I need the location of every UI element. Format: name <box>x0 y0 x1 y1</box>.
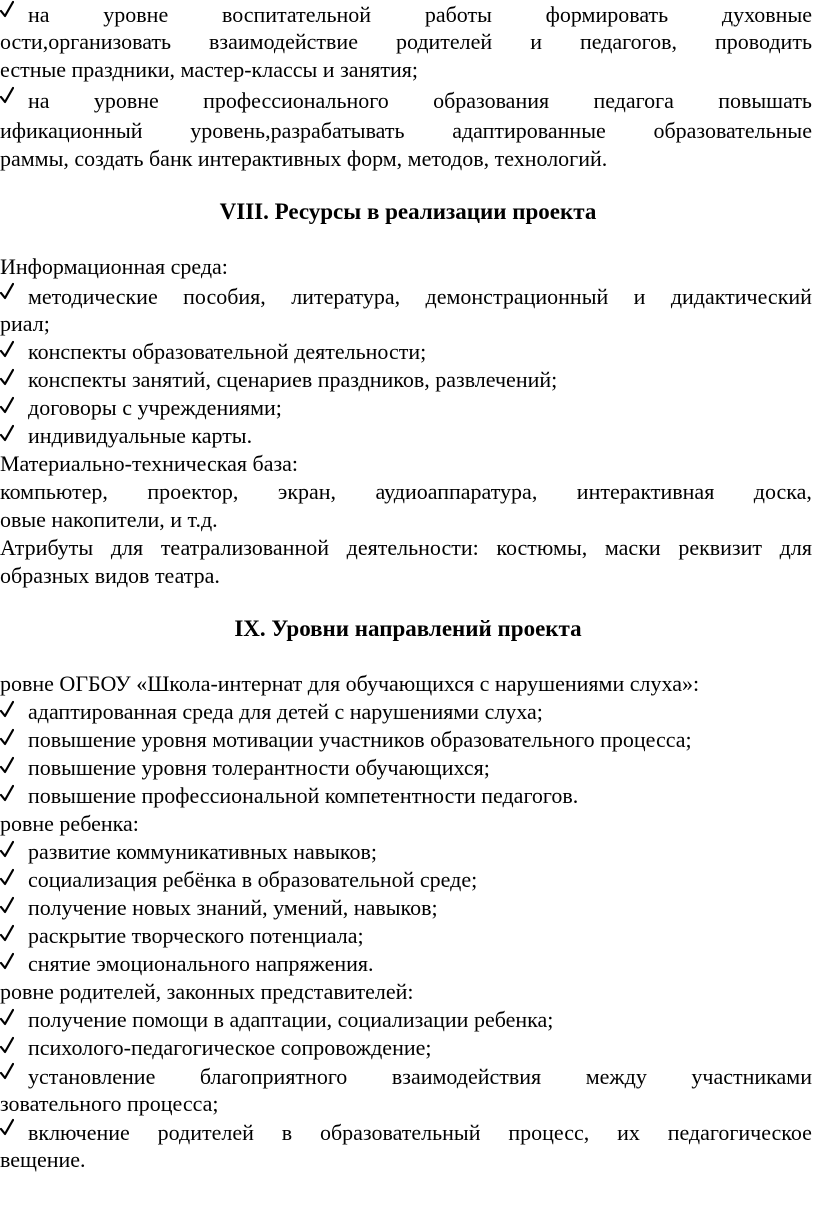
word: проводить <box>714 29 812 54</box>
checkmark-icon <box>0 868 14 890</box>
check-word-group <box>0 0 50 29</box>
word: для <box>779 535 812 560</box>
checkmark-icon <box>0 396 14 418</box>
word: проектор, <box>147 479 239 504</box>
word: родителей <box>395 29 493 54</box>
word: на <box>28 2 50 27</box>
word: доска, <box>753 479 812 504</box>
checklist-line <box>0 366 816 394</box>
word: взаимодействия <box>391 1064 542 1089</box>
checklist-line <box>0 950 816 978</box>
word: образования <box>433 88 550 113</box>
word: уровне <box>93 88 159 113</box>
checklist-line <box>0 726 816 754</box>
word: ости,организовать <box>0 29 172 54</box>
checkmark-icon <box>0 1036 14 1058</box>
word: Атрибуты <box>0 535 94 560</box>
word: реквизит <box>678 535 763 560</box>
line-text: повышение уровня мотивации участников образовательного процесса; <box>28 727 692 752</box>
checklist-line <box>0 1118 816 1146</box>
checklist-line <box>0 754 816 782</box>
word: воспитательной <box>221 2 372 27</box>
text-line <box>0 450 816 478</box>
checkmark-icon <box>0 728 14 750</box>
checkmark-icon <box>0 1118 14 1140</box>
text-line <box>0 145 816 173</box>
checkmark-icon <box>0 368 14 390</box>
checklist-line <box>0 698 816 726</box>
checkmark-icon <box>0 700 14 722</box>
text-line <box>0 670 816 698</box>
text-line <box>0 1090 816 1118</box>
checklist-line <box>0 282 816 310</box>
checklist-line <box>0 86 816 114</box>
checklist-line <box>0 782 816 810</box>
section-heading: IX. Уровни направлений проекта <box>234 616 582 641</box>
line-text: риал; <box>0 311 50 336</box>
text-line <box>0 28 816 56</box>
line-text: вещение. <box>0 1147 86 1172</box>
word: уровень,разрабатывать <box>190 118 405 143</box>
line-text: ровне ребенка: <box>0 811 139 836</box>
word: театрализованной <box>160 535 329 560</box>
text-line <box>0 56 816 84</box>
word: процесс, <box>508 1120 590 1145</box>
word: установление <box>28 1064 156 1089</box>
line-text: раммы, создать банк интерактивных форм, методов, технологий. <box>0 146 608 171</box>
line-text: получение помощи в адаптации, социализации ребенка; <box>28 1007 554 1032</box>
word: для <box>110 535 144 560</box>
line-text: адаптированная среда для детей с нарушениями слуха; <box>28 699 543 724</box>
checklist-line <box>0 422 816 450</box>
word: дидактический <box>670 284 812 309</box>
word: взаимодействие <box>209 29 358 54</box>
check-word-group <box>0 1062 155 1091</box>
checkmark-icon <box>0 424 14 446</box>
line-text: договоры с учреждениями; <box>28 395 282 420</box>
checkmark-icon <box>0 896 14 918</box>
word: между <box>585 1064 647 1089</box>
word: интерактивная <box>576 479 715 504</box>
line-text: Материально-техническая база: <box>0 451 299 476</box>
word: на <box>28 88 50 113</box>
text-line <box>0 506 816 534</box>
checkmark-icon <box>0 0 14 22</box>
checkmark-icon <box>0 340 14 362</box>
line-text: конспекты образовательной деятельности; <box>28 339 427 364</box>
word: экран, <box>277 479 337 504</box>
line-text: раскрытие творческого потенциала; <box>28 923 364 948</box>
line-text: индивидуальные карты. <box>28 423 253 448</box>
line-text: развитие коммуникативных навыков; <box>28 839 377 864</box>
line-text: психолого-педагогическое сопровождение; <box>28 1035 432 1060</box>
word: благоприятного <box>199 1064 348 1089</box>
word: в <box>281 1120 293 1145</box>
word: профессионального <box>203 88 389 113</box>
word: духовные <box>721 2 812 27</box>
checkmark-icon <box>0 924 14 946</box>
checklist-line <box>0 922 816 950</box>
text-line <box>0 478 816 506</box>
word: образовательный <box>319 1120 481 1145</box>
checklist-line <box>0 866 816 894</box>
text-line <box>0 810 816 838</box>
word: педагога <box>593 88 674 113</box>
word: педагогов, <box>579 29 677 54</box>
line-text: ровне родителей, законных представителей: <box>0 979 414 1004</box>
line-text: овые накопители, и т.д. <box>0 507 218 532</box>
line-text: конспекты занятий, сценариев праздников, развлечений; <box>28 367 558 392</box>
checkmark-icon <box>0 840 14 862</box>
checkmark-icon <box>0 952 14 974</box>
word: костюмы, <box>496 535 588 560</box>
text-line <box>0 562 816 590</box>
text-line <box>0 253 816 281</box>
line-text: повышение уровня толерантности обучающихся; <box>28 755 490 780</box>
line-text: социализация ребёнка в образовательной среде; <box>28 867 478 892</box>
line-text: снятие эмоционального напряжения. <box>28 951 374 976</box>
line-text: повышение профессиональной компетентности педагогов. <box>28 783 579 808</box>
word: родителей <box>157 1120 254 1145</box>
checklist-line <box>0 338 816 366</box>
word: маски <box>604 535 661 560</box>
word: уровне <box>103 2 169 27</box>
word: пособия, <box>183 284 266 309</box>
checkmark-icon <box>0 86 14 108</box>
word: образовательные <box>653 118 812 143</box>
line-text: получение новых знаний, умений, навыков; <box>28 895 438 920</box>
checklist-line <box>0 894 816 922</box>
word: литература, <box>291 284 401 309</box>
check-word-group <box>0 1118 130 1147</box>
checkmark-icon <box>0 282 14 304</box>
checklist-line <box>0 1034 816 1062</box>
word: включение <box>28 1120 130 1145</box>
text-line <box>0 117 816 145</box>
line-text: Информационная среда: <box>0 254 228 279</box>
word: повышать <box>718 88 812 113</box>
checklist-line <box>0 0 816 28</box>
text-line <box>0 1146 816 1174</box>
word: и <box>633 284 646 309</box>
word: ификационный <box>0 118 143 143</box>
word: педагогическое <box>667 1120 812 1145</box>
word: демонстрационный <box>425 284 609 309</box>
word: адаптированные <box>452 118 606 143</box>
checklist-line <box>0 394 816 422</box>
checkmark-icon <box>0 756 14 778</box>
line-text: естные праздники, мастер-классы и занятия; <box>0 57 419 82</box>
word: формировать <box>545 2 669 27</box>
checklist-line <box>0 838 816 866</box>
word: аудиоаппаратура, <box>375 479 538 504</box>
section-heading: VIII. Ресурсы в реализации проекта <box>219 199 597 224</box>
checklist-line <box>0 1062 816 1090</box>
line-text: образных видов театра. <box>0 563 220 588</box>
line-text: зовательного процесса; <box>0 1091 219 1116</box>
checklist-line <box>0 1006 816 1034</box>
check-word-group <box>0 282 158 311</box>
word: участниками <box>691 1064 812 1089</box>
word: компьютер, <box>0 479 108 504</box>
checkmark-icon <box>0 1008 14 1030</box>
line-text: ровне ОГБОУ «Школа-интернат для обучающихся с нарушениями слуха»: <box>0 671 700 696</box>
word: их <box>617 1120 640 1145</box>
word: методические <box>28 284 158 309</box>
word: и <box>530 29 542 54</box>
word: деятельности: <box>346 535 479 560</box>
text-line <box>0 310 816 338</box>
check-word-group <box>0 86 50 115</box>
checkmark-icon <box>0 784 14 806</box>
text-line <box>0 978 816 1006</box>
text-line <box>0 534 816 562</box>
word: работы <box>424 2 492 27</box>
checkmark-icon <box>0 1062 14 1084</box>
